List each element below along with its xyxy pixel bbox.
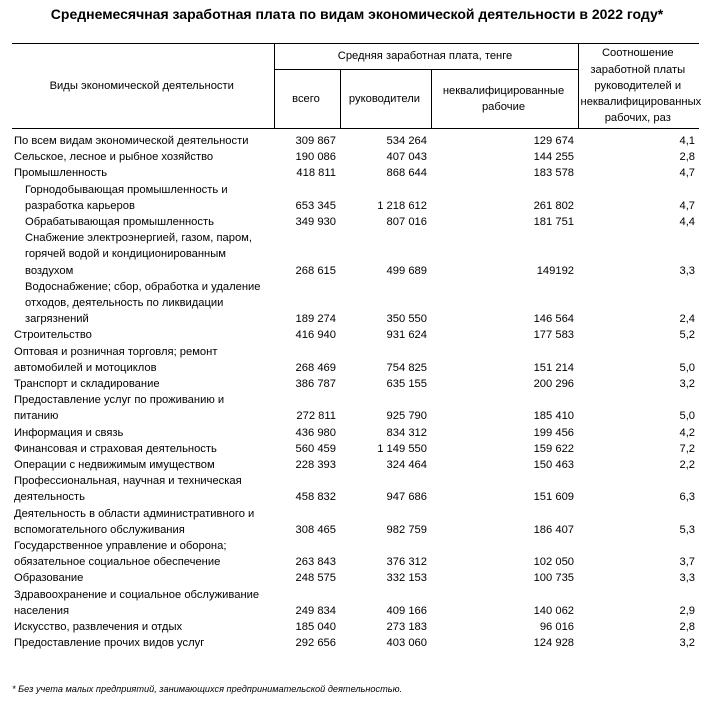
cell-ratio: 5,0 xyxy=(679,410,696,423)
cell-managers: 403 060 xyxy=(386,637,427,650)
table-row xyxy=(12,344,699,376)
table-row xyxy=(12,538,699,570)
cell-total: 349 930 xyxy=(295,216,336,229)
cell-unskilled: 102 050 xyxy=(533,556,575,569)
cell-managers: 947 686 xyxy=(386,491,427,504)
cell-ratio: 4,1 xyxy=(679,135,696,147)
cell-ratio: 2,4 xyxy=(679,313,696,326)
cell-managers: 807 016 xyxy=(386,216,427,229)
table-row xyxy=(12,182,699,214)
cell-ratio: 5,0 xyxy=(679,361,696,374)
cell-ratio: 2,2 xyxy=(679,459,696,472)
cell-total: 248 575 xyxy=(295,572,336,585)
cell-total: 263 843 xyxy=(295,556,336,569)
cell-unskilled: 186 407 xyxy=(533,523,575,536)
table-row xyxy=(12,441,699,457)
table-row xyxy=(12,570,699,586)
row-label: По всем видам экономической деятельности xyxy=(14,135,249,147)
cell-total: 458 832 xyxy=(295,491,336,504)
cell-total: 416 940 xyxy=(295,329,336,342)
cell-unskilled: 261 802 xyxy=(533,199,575,212)
row-label: Деятельность в области административного и вспомогательного обслуживания xyxy=(14,507,255,536)
cell-total: 228 393 xyxy=(295,459,336,472)
table-row xyxy=(12,376,699,392)
cell-unskilled: 149192 xyxy=(536,264,575,277)
cell-managers: 754 825 xyxy=(386,361,427,374)
row-label: Информация и связь xyxy=(14,426,124,439)
cell-ratio: 2,8 xyxy=(679,151,696,164)
table-row xyxy=(12,392,699,424)
row-label: Снабжение электроэнергией, газом, паром, горячей водой и кондиционированным воздухом xyxy=(25,232,252,277)
row-label: Транспорт и складирование xyxy=(14,378,160,391)
table-row xyxy=(12,279,699,328)
cell-total: 418 811 xyxy=(296,167,336,180)
cell-unskilled: 96 016 xyxy=(539,621,575,634)
table-row xyxy=(12,165,699,181)
row-label: Операции с недвижимым имуществом xyxy=(14,459,215,472)
cell-unskilled: 146 564 xyxy=(533,313,575,326)
cell-managers: 834 312 xyxy=(386,426,427,439)
salary-table xyxy=(12,43,702,652)
header-ratio: Соотношение заработной платы руководителей и неквалифицированных рабочих, раз xyxy=(578,44,699,129)
cell-managers: 273 183 xyxy=(386,621,427,634)
cell-managers: 499 689 xyxy=(386,264,427,277)
cell-total: 653 345 xyxy=(295,199,336,212)
header-unskilled: неквалифицированные рабочие xyxy=(431,70,578,129)
cell-managers: 534 264 xyxy=(386,135,427,147)
table-row xyxy=(12,327,699,343)
row-label: Искусство, развлечения и отдых xyxy=(14,621,183,634)
cell-total: 268 469 xyxy=(295,361,336,374)
table-row xyxy=(12,635,699,651)
cell-unskilled: 151 214 xyxy=(533,361,575,374)
table-row xyxy=(12,473,699,505)
cell-unskilled: 159 622 xyxy=(533,442,575,455)
table-row xyxy=(12,214,699,230)
cell-managers: 868 644 xyxy=(386,167,427,180)
cell-ratio: 5,2 xyxy=(679,329,696,342)
cell-managers: 635 155 xyxy=(386,378,427,391)
row-label: Строительство xyxy=(14,329,92,342)
cell-unskilled: 151 609 xyxy=(533,491,575,504)
cell-ratio: 3,2 xyxy=(679,637,696,650)
cell-ratio: 5,3 xyxy=(679,523,696,536)
table-row xyxy=(12,619,699,635)
row-label: Здравоохранение и социальное обслуживание населения xyxy=(14,588,260,617)
header-activity: Виды экономической деятельности xyxy=(12,44,274,129)
cell-total: 189 274 xyxy=(295,313,336,326)
cell-unskilled: 150 463 xyxy=(533,459,575,472)
cell-ratio: 3,2 xyxy=(679,378,696,391)
cell-ratio: 2,8 xyxy=(679,621,696,634)
table-row xyxy=(12,149,699,165)
cell-unskilled: 124 928 xyxy=(533,637,575,650)
cell-unskilled: 129 674 xyxy=(533,135,575,147)
cell-managers: 925 790 xyxy=(386,410,427,423)
row-label: Промышленность xyxy=(14,167,108,180)
cell-ratio: 3,3 xyxy=(679,264,696,277)
cell-managers: 407 043 xyxy=(386,151,427,164)
page-title: Среднемесячная заработная плата по видам экономической деятельности в 2022 году* xyxy=(50,6,664,22)
row-label: Образование xyxy=(14,572,84,585)
cell-ratio: 2,9 xyxy=(679,604,696,617)
cell-total: 190 086 xyxy=(295,151,336,164)
cell-total: 249 834 xyxy=(295,604,336,617)
cell-unskilled: 144 255 xyxy=(533,151,575,164)
cell-ratio: 4,4 xyxy=(679,216,696,229)
cell-total: 268 615 xyxy=(295,264,336,277)
cell-total: 308 465 xyxy=(295,523,336,536)
cell-unskilled: 140 062 xyxy=(533,604,575,617)
header-managers: руководители xyxy=(340,70,431,129)
table-row xyxy=(12,587,699,619)
cell-total: 185 040 xyxy=(295,621,336,634)
cell-managers: 350 550 xyxy=(386,313,427,326)
row-label: Водоснабжение; сбор, обработка и удаление отходов, деятельность по ликвидации загрязнений xyxy=(25,280,261,326)
cell-unskilled: 185 410 xyxy=(533,410,575,423)
cell-ratio: 4,7 xyxy=(679,199,696,212)
row-label: Предоставление услуг по проживанию и питанию xyxy=(14,394,225,423)
cell-managers: 982 759 xyxy=(386,523,427,536)
cell-unskilled: 183 578 xyxy=(533,167,575,180)
cell-total: 386 787 xyxy=(295,378,336,391)
row-label: Государственное управление и оборона; обязательное социальное обеспечение xyxy=(14,540,227,569)
cell-ratio: 3,3 xyxy=(679,572,696,585)
row-label: Оптовая и розничная торговля; ремонт автомобилей и мотоциклов xyxy=(14,345,218,374)
cell-unskilled: 181 751 xyxy=(533,216,575,229)
cell-ratio: 4,2 xyxy=(679,426,696,439)
cell-managers: 324 464 xyxy=(386,459,427,472)
header-salary-group: Средняя заработная плата, тенге xyxy=(274,44,578,70)
table-row xyxy=(12,457,699,473)
cell-managers: 332 153 xyxy=(386,572,427,585)
cell-ratio: 7,2 xyxy=(679,442,696,455)
header-total: всего xyxy=(274,70,340,129)
cell-total: 272 811 xyxy=(296,410,336,423)
cell-ratio: 4,7 xyxy=(679,167,696,180)
cell-managers: 931 624 xyxy=(386,329,427,342)
cell-managers: 409 166 xyxy=(386,604,427,617)
row-label: Обрабатывающая промышленность xyxy=(25,216,214,229)
cell-total: 292 656 xyxy=(295,637,336,650)
cell-total: 560 459 xyxy=(295,442,336,455)
footnote: * Без учета малых предприятий, занимающихся предпринимательской деятельностью. xyxy=(12,684,403,694)
cell-total: 309 867 xyxy=(295,135,336,147)
cell-managers: 1 218 612 xyxy=(377,199,427,212)
row-label: Профессиональная, научная и техническая деятельность xyxy=(14,475,242,504)
table-row xyxy=(12,230,699,279)
cell-ratio: 6,3 xyxy=(679,491,696,504)
table-row xyxy=(12,129,699,150)
row-label: Финансовая и страховая деятельность xyxy=(14,442,217,455)
cell-managers: 376 312 xyxy=(386,556,427,569)
cell-unskilled: 177 583 xyxy=(533,329,575,342)
cell-unskilled: 200 296 xyxy=(533,378,575,391)
row-label: Горнодобывающая промышленность и разработка карьеров xyxy=(25,183,228,212)
cell-unskilled: 199 456 xyxy=(533,426,575,439)
table-row xyxy=(12,506,699,538)
row-label: Предоставление прочих видов услуг xyxy=(14,637,205,650)
cell-ratio: 3,7 xyxy=(679,556,696,569)
table-row xyxy=(12,425,699,441)
row-label: Сельское, лесное и рыбное хозяйство xyxy=(14,151,214,164)
cell-managers: 1 149 550 xyxy=(377,442,427,455)
cell-total: 436 980 xyxy=(295,426,336,439)
cell-unskilled: 100 735 xyxy=(533,572,575,585)
